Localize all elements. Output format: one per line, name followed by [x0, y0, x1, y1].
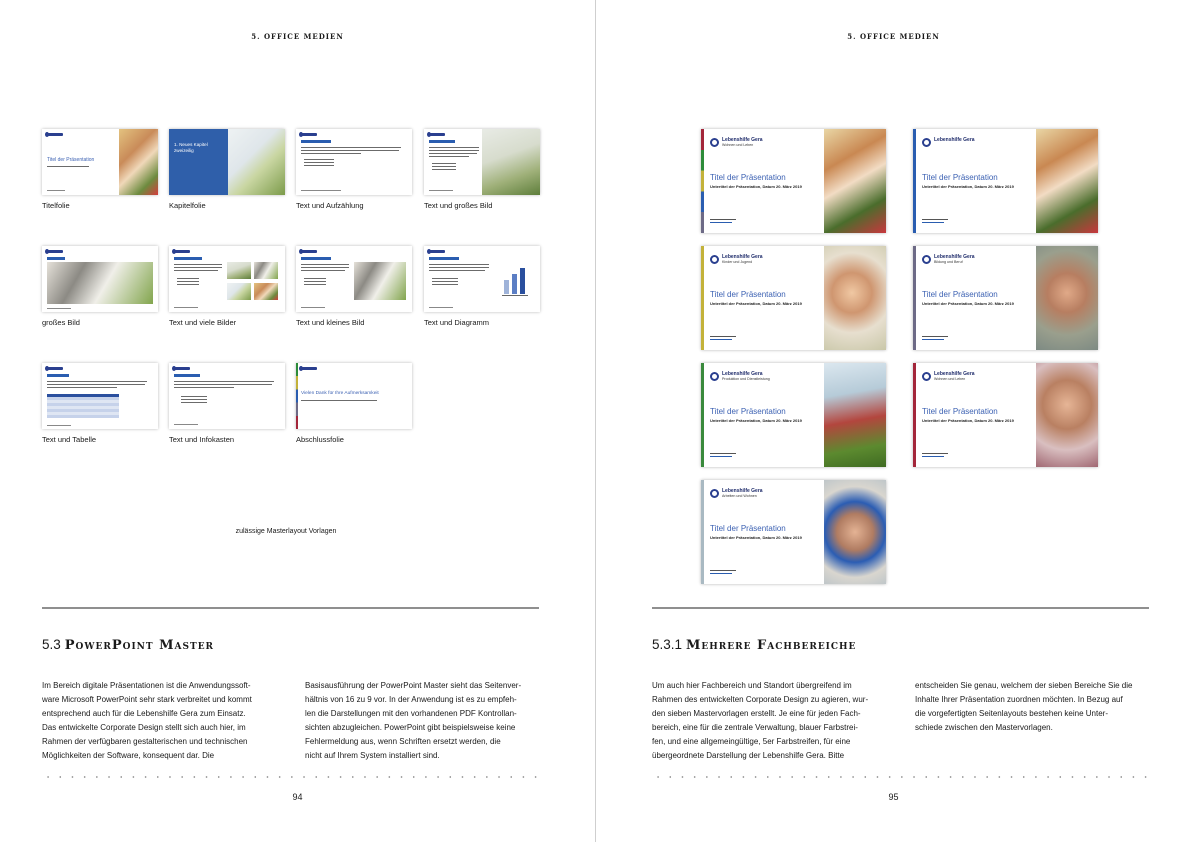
- slide-subtitle: Untertitel der Präsentation, Datum 20. März 2019: [710, 418, 802, 423]
- thumb-label: Text und Aufzählung: [296, 201, 364, 210]
- bullet-line: [304, 165, 334, 166]
- thumb-title: Titel der Präsentation: [47, 157, 95, 163]
- thumb-label: Titelfolie: [42, 201, 70, 210]
- logo-text: Lebenshilfe Gera: [934, 371, 975, 377]
- footer-line: [174, 424, 198, 425]
- heading-line: [301, 257, 331, 260]
- body-column-1: [42, 679, 274, 763]
- section-heading: [42, 637, 214, 653]
- thumb-grosses-bild[interactable]: [42, 246, 158, 312]
- body-line: Rahmen des entwickelten Corporate Design zu agieren, wur-: [652, 695, 869, 704]
- text-line: [47, 384, 145, 385]
- bullet-line: [432, 163, 456, 164]
- master-slide-arbeiten[interactable]: [701, 480, 886, 584]
- heading-line: [47, 257, 65, 260]
- photo: [47, 262, 153, 304]
- bullet-line: [177, 281, 199, 282]
- footer-line: [922, 219, 948, 220]
- body-column-2: [305, 679, 537, 763]
- thumb-title: Vielen Dank für Ihre Aufmerksamkeit: [301, 391, 379, 396]
- logo-icon: [922, 138, 931, 147]
- text-line: [429, 153, 477, 154]
- heading-line: [301, 140, 331, 143]
- logo-icon: [922, 372, 931, 381]
- text-line: [429, 270, 485, 271]
- text-line: [301, 267, 349, 268]
- bullet-line: [432, 278, 458, 279]
- heading-line: [429, 140, 455, 143]
- body-line: ware Microsoft PowerPoint sehr stark verbreitet und kommt: [42, 695, 252, 704]
- subtitle-line: [47, 166, 89, 167]
- department-label: Produktion und Dienstleistung: [722, 377, 770, 381]
- thumb-text-tabelle[interactable]: [42, 363, 158, 429]
- thumb-text-viele-bilder[interactable]: [169, 246, 285, 312]
- thumb-label: Text und Infokasten: [169, 435, 235, 444]
- logo-icon: [710, 255, 719, 264]
- footer-line: [301, 190, 341, 191]
- footer-line: [710, 219, 736, 220]
- logo-text: Lebenshilfe Gera: [934, 137, 975, 143]
- thumb-label: großes Bild: [42, 318, 80, 327]
- bullet-line: [304, 278, 326, 279]
- master-slide-kinder[interactable]: [701, 246, 886, 350]
- body-line: entscheiden Sie genau, welchem der sieben Bereiche Sie die: [915, 681, 1133, 690]
- color-stripe: [296, 363, 298, 429]
- footer-link-line: [922, 222, 944, 223]
- text-line: [174, 381, 274, 382]
- color-stripe: [913, 246, 916, 350]
- body-line: bereich, eine für die zentrale Verwaltung, blauer Farbstrei-: [652, 723, 858, 732]
- footer-line: [429, 190, 453, 191]
- logo-icon: [710, 372, 719, 381]
- chart-bar: [512, 274, 517, 294]
- footer-link-line: [710, 222, 732, 223]
- thumb-label: Text und großes Bild: [424, 201, 493, 210]
- thumb-label: Text und Diagramm: [424, 318, 490, 327]
- bullet-line: [304, 159, 334, 160]
- text-line: [47, 387, 117, 388]
- bullet-line: [432, 281, 458, 282]
- logo-icon: [710, 138, 719, 147]
- page-number: 95: [888, 792, 899, 802]
- footer-link-line: [922, 339, 944, 340]
- logo-icon: [429, 250, 445, 253]
- chart-bar: [520, 268, 525, 294]
- chart-bar: [504, 280, 509, 294]
- photo: [227, 283, 251, 300]
- footer-line: [922, 453, 948, 454]
- logo-icon: [301, 250, 317, 253]
- thumb-label: Abschlussfolie: [296, 435, 344, 444]
- thumb-text-grosses-bild[interactable]: [424, 129, 540, 195]
- section-rule: [42, 607, 539, 609]
- body-line: fen, und eine allgemeingültige, 5er Farbstreifen, für eine: [652, 737, 851, 746]
- bullet-line: [304, 284, 326, 285]
- text-line: [301, 264, 349, 265]
- logo-icon: [710, 489, 719, 498]
- chart-axis: [502, 295, 528, 296]
- color-stripe: [701, 480, 704, 584]
- department-label: Wohnen und Leben: [934, 377, 966, 381]
- logo-text: Lebenshilfe Gera: [722, 254, 763, 260]
- color-stripe: [913, 363, 916, 467]
- heading-line: [174, 257, 202, 260]
- slide-title: Titel der Präsentation: [922, 173, 998, 182]
- footer-line: [710, 336, 736, 337]
- logo-text: Lebenshilfe Gera: [934, 254, 975, 260]
- dotted-divider: [652, 774, 1152, 780]
- logo-icon: [429, 133, 445, 136]
- photo: [482, 129, 540, 195]
- color-stripe: [701, 363, 704, 467]
- body-line: Um auch hier Fachbereich und Standort übergreifend im: [652, 681, 852, 690]
- footer-link-line: [922, 456, 944, 457]
- thumb-abschlussfolie[interactable]: [296, 363, 412, 429]
- body-line: entsprechend auch für die Lebenshilfe Gera zum Einsatz.: [42, 709, 246, 718]
- thumb-label: Kapitelfolie: [169, 201, 206, 210]
- logo-icon: [301, 367, 317, 370]
- thumb-label: Text und viele Bilder: [169, 318, 237, 327]
- slide-subtitle: Untertitel der Präsentation, Datum 20. März 2019: [710, 301, 802, 306]
- logo-text: Lebenshilfe Gera: [722, 137, 763, 143]
- color-stripe: [701, 129, 704, 233]
- heading-line: [174, 374, 200, 377]
- page-number: 94: [292, 792, 303, 802]
- thumb-kapitelfolie[interactable]: [169, 129, 285, 195]
- bullet-line: [177, 278, 199, 279]
- logo-icon: [47, 367, 63, 370]
- master-slide-wohnen[interactable]: [701, 129, 886, 233]
- footer-line: [922, 336, 948, 337]
- slide-title: Titel der Präsentation: [922, 290, 998, 299]
- logo-icon: [47, 133, 63, 136]
- text-line: [174, 267, 222, 268]
- text-line: [429, 156, 469, 157]
- logo-icon: [174, 367, 190, 370]
- slide-title: Titel der Präsentation: [710, 524, 786, 533]
- body-line: Im Bereich digitale Präsentationen ist die Anwendungssoft-: [42, 681, 251, 690]
- logo-icon: [922, 255, 931, 264]
- slide-subtitle: Untertitel der Präsentation, Datum 20. März 2019: [922, 301, 1014, 306]
- table: [47, 394, 119, 418]
- body-line: Das entwickelte Corporate Design stellt sich auch hier, im: [42, 723, 246, 732]
- slide-subtitle: Untertitel der Präsentation, Datum 20. März 2019: [710, 535, 802, 540]
- thumb-label: Text und Tabelle: [42, 435, 97, 444]
- footer-line: [47, 425, 71, 426]
- photo: [824, 480, 886, 584]
- text-line: [174, 387, 234, 388]
- bullet-line: [177, 284, 199, 285]
- body-line: Basisausführung der PowerPoint Master sieht das Seitenver-: [305, 681, 522, 690]
- text-line: [301, 147, 401, 148]
- footer-line: [47, 308, 71, 309]
- bullet-line: [432, 284, 458, 285]
- section-rule: [652, 607, 1149, 609]
- body-line: sichten abzugleichen. PowerPoint gibt beispielsweise keine: [305, 723, 516, 732]
- text-line: [301, 270, 345, 271]
- dotted-divider: [42, 774, 542, 780]
- body-column-1: [652, 679, 884, 763]
- footer-link-line: [710, 456, 732, 457]
- thumb-text-diagramm[interactable]: [424, 246, 540, 312]
- footer-link-line: [710, 339, 732, 340]
- slide-subtitle: Untertitel der Präsentation, Datum 20. März 2019: [710, 184, 802, 189]
- logo-icon: [47, 250, 63, 253]
- section-heading: [652, 637, 856, 653]
- photo: [254, 262, 278, 279]
- slide-title: Titel der Präsentation: [710, 173, 786, 182]
- photo: [119, 129, 158, 195]
- logo-text: Lebenshilfe Gera: [722, 488, 763, 494]
- body-line: len die Darstellungen mit den vorhandenen PDF Kontrollan-: [305, 709, 517, 718]
- section-number: 5.3: [42, 637, 61, 652]
- master-slide-verwaltung[interactable]: [913, 129, 1098, 233]
- footer-line: [429, 307, 453, 308]
- photo: [254, 283, 278, 300]
- text-line: [174, 384, 272, 385]
- bullet-line: [181, 402, 207, 403]
- section-number: 5.3.1: [652, 637, 683, 652]
- master-slide-wohnen-leben[interactable]: [913, 363, 1098, 467]
- slide-title: Titel der Präsentation: [710, 407, 786, 416]
- figure-caption: zulässige Masterlayout Vorlagen: [235, 528, 337, 535]
- thumb-text-kleines-bild[interactable]: [296, 246, 412, 312]
- thumb-titelfolie[interactable]: [42, 129, 158, 195]
- text-line: [301, 153, 361, 154]
- thumb-title: 1. Neues Kapitel zweizeilig: [174, 142, 208, 153]
- text-line: [47, 381, 147, 382]
- photo: [824, 129, 886, 233]
- running-head: 5. OFFICE MEDIEN: [251, 32, 344, 41]
- right-page: [596, 0, 1191, 842]
- footer-line: [174, 307, 198, 308]
- body-line: Inhalte Ihrer Präsentation zuordnen möchten. In Bezug auf: [915, 695, 1123, 704]
- text-line: [429, 267, 489, 268]
- body-line: schiede zwischen den Mastervorlagen.: [915, 723, 1053, 732]
- text-line: [174, 270, 218, 271]
- slide-subtitle: Untertitel der Präsentation, Datum 20. März 2019: [922, 418, 1014, 423]
- bullet-line: [181, 396, 207, 397]
- body-line: den sieben Mastervorlagen erstellt. Je eine für jeden Fach-: [652, 709, 861, 718]
- body-column-2: [915, 679, 1147, 735]
- photo: [824, 363, 886, 467]
- bullet-line: [304, 281, 326, 282]
- body-line: Fehlermeldung aus, wenn Schriften ersetzt werden, die: [305, 737, 501, 746]
- master-slide-bildung[interactable]: [913, 246, 1098, 350]
- left-page: [0, 0, 595, 842]
- footer-line: [47, 190, 65, 191]
- text-line: [429, 264, 489, 265]
- photo: [1036, 246, 1098, 350]
- photo: [354, 262, 406, 300]
- body-line: Möglichkeiten der Software, konsequent dar. Die: [42, 751, 215, 760]
- thumb-text-aufzaehlung[interactable]: [296, 129, 412, 195]
- address-line: [301, 400, 377, 401]
- thumb-text-infokasten[interactable]: [169, 363, 285, 429]
- slide-title: Titel der Präsentation: [922, 407, 998, 416]
- department-label: Bildung und Beruf: [934, 260, 963, 264]
- photo: [227, 262, 251, 279]
- chapter-band: [169, 129, 228, 195]
- text-line: [429, 147, 479, 148]
- logo-text: Lebenshilfe Gera: [722, 371, 763, 377]
- bullet-line: [304, 162, 334, 163]
- text-line: [429, 150, 479, 151]
- master-slide-produktion[interactable]: [701, 363, 886, 467]
- bullet-line: [432, 169, 456, 170]
- slide-subtitle: Untertitel der Präsentation, Datum 20. März 2019: [922, 184, 1014, 189]
- footer-line: [301, 307, 325, 308]
- section-title: PowerPoint Master: [64, 638, 215, 653]
- logo-icon: [174, 250, 190, 253]
- text-line: [301, 150, 399, 151]
- department-label: Arbeiten und Wohnen: [722, 494, 757, 498]
- color-stripe: [913, 129, 916, 233]
- footer-line: [710, 570, 736, 571]
- running-head: 5. OFFICE MEDIEN: [847, 32, 940, 41]
- department-label: Kinder und Jugend: [722, 260, 753, 264]
- body-line: nicht auf Ihrem System installiert sind.: [305, 751, 440, 760]
- photo: [824, 246, 886, 350]
- body-line: hältnis von 16 zu 9 vor. In der Anwendung ist es zu empfeh-: [305, 695, 517, 704]
- photo: [228, 129, 285, 195]
- section-title: Mehrere Fachbereiche: [686, 638, 857, 653]
- photo: [1036, 129, 1098, 233]
- footer-line: [710, 453, 736, 454]
- text-line: [174, 264, 222, 265]
- heading-line: [47, 374, 69, 377]
- footer-link-line: [710, 573, 732, 574]
- body-line: Rahmen der verfügbaren gestalterischen und technischen: [42, 737, 248, 746]
- slide-title: Titel der Präsentation: [710, 290, 786, 299]
- body-line: übergeordnete Darstellung der Lebenshilfe Gera. Bitte: [652, 751, 845, 760]
- logo-icon: [301, 133, 317, 136]
- bullet-line: [181, 399, 207, 400]
- body-line: die vorgefertigten Seitenlayouts bestehen keine Unter-: [915, 709, 1109, 718]
- department-label: Wohnen und Leben: [722, 143, 754, 147]
- bullet-line: [432, 166, 456, 167]
- photo: [1036, 363, 1098, 467]
- heading-line: [429, 257, 459, 260]
- thumb-label: Text und kleines Bild: [296, 318, 365, 327]
- color-stripe: [701, 246, 704, 350]
